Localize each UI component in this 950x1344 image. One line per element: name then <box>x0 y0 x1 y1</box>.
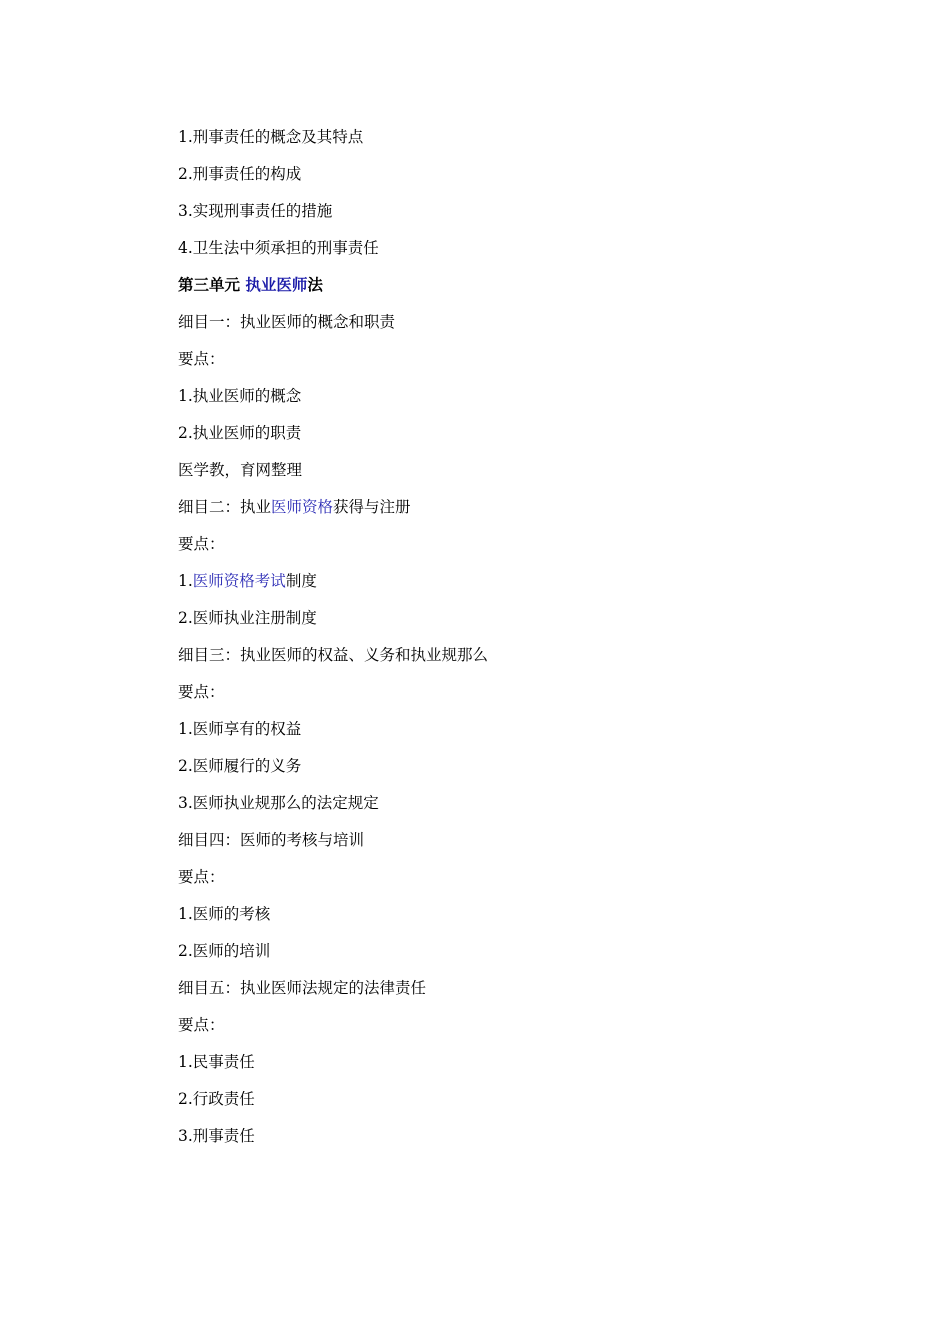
list-item-suffix: 制度 <box>285 572 317 590</box>
section-title: 细目三：执业医师的权益、义务和执业规那么 <box>178 646 489 664</box>
list-item: 1.执业医师的概念 <box>178 387 302 405</box>
unit-heading-link[interactable]: 执业医师 <box>245 276 308 294</box>
list-item: 3.刑事责任 <box>178 1127 255 1145</box>
list-item: 2.执业医师的职责 <box>178 424 302 442</box>
list-item: 3.实现刑事责任的措施 <box>178 202 333 220</box>
key-points-label: 要点： <box>178 1016 225 1034</box>
exam-link[interactable]: 医师资格考试 <box>192 572 286 590</box>
list-item-number: 1. <box>178 572 193 590</box>
list-item: 1.医师的考核 <box>178 905 271 923</box>
list-item: 1.医师享有的权益 <box>178 720 302 738</box>
section-title-suffix: 获得与注册 <box>333 498 411 516</box>
list-item: 2.刑事责任的构成 <box>178 165 302 183</box>
list-item: 1.刑事责任的概念及其特点 <box>178 128 364 146</box>
list-item: 2.医师履行的义务 <box>178 757 302 775</box>
list-item <box>178 568 878 605</box>
key-points-label: 要点： <box>178 683 225 701</box>
unit-heading-prefix: 第三单元 <box>178 276 246 294</box>
section-title <box>178 494 878 531</box>
list-item: 3.医师执业规那么的法定规定 <box>178 794 379 812</box>
key-points-label: 要点： <box>178 350 225 368</box>
section-title-prefix: 细目二：执业 <box>178 498 272 516</box>
unit-heading <box>178 272 878 309</box>
document-body <box>178 124 878 1160</box>
watermark-note: 医学教，育网整理 <box>178 461 303 479</box>
unit-heading-suffix: 法 <box>307 276 323 294</box>
section-title: 细目一：执业医师的概念和职责 <box>178 313 396 331</box>
key-points-label: 要点： <box>178 868 225 886</box>
qualification-link[interactable]: 医师资格 <box>271 498 334 516</box>
key-points-label: 要点： <box>178 535 225 553</box>
section-title: 细目四：医师的考核与培训 <box>178 831 365 849</box>
list-item: 1.民事责任 <box>178 1053 255 1071</box>
list-item: 2.医师执业注册制度 <box>178 609 317 627</box>
list-item: 2.行政责任 <box>178 1090 255 1108</box>
section-title: 细目五：执业医师法规定的法律责任 <box>178 979 427 997</box>
list-item: 4.卫生法中须承担的刑事责任 <box>178 239 379 257</box>
list-item: 2.医师的培训 <box>178 942 271 960</box>
